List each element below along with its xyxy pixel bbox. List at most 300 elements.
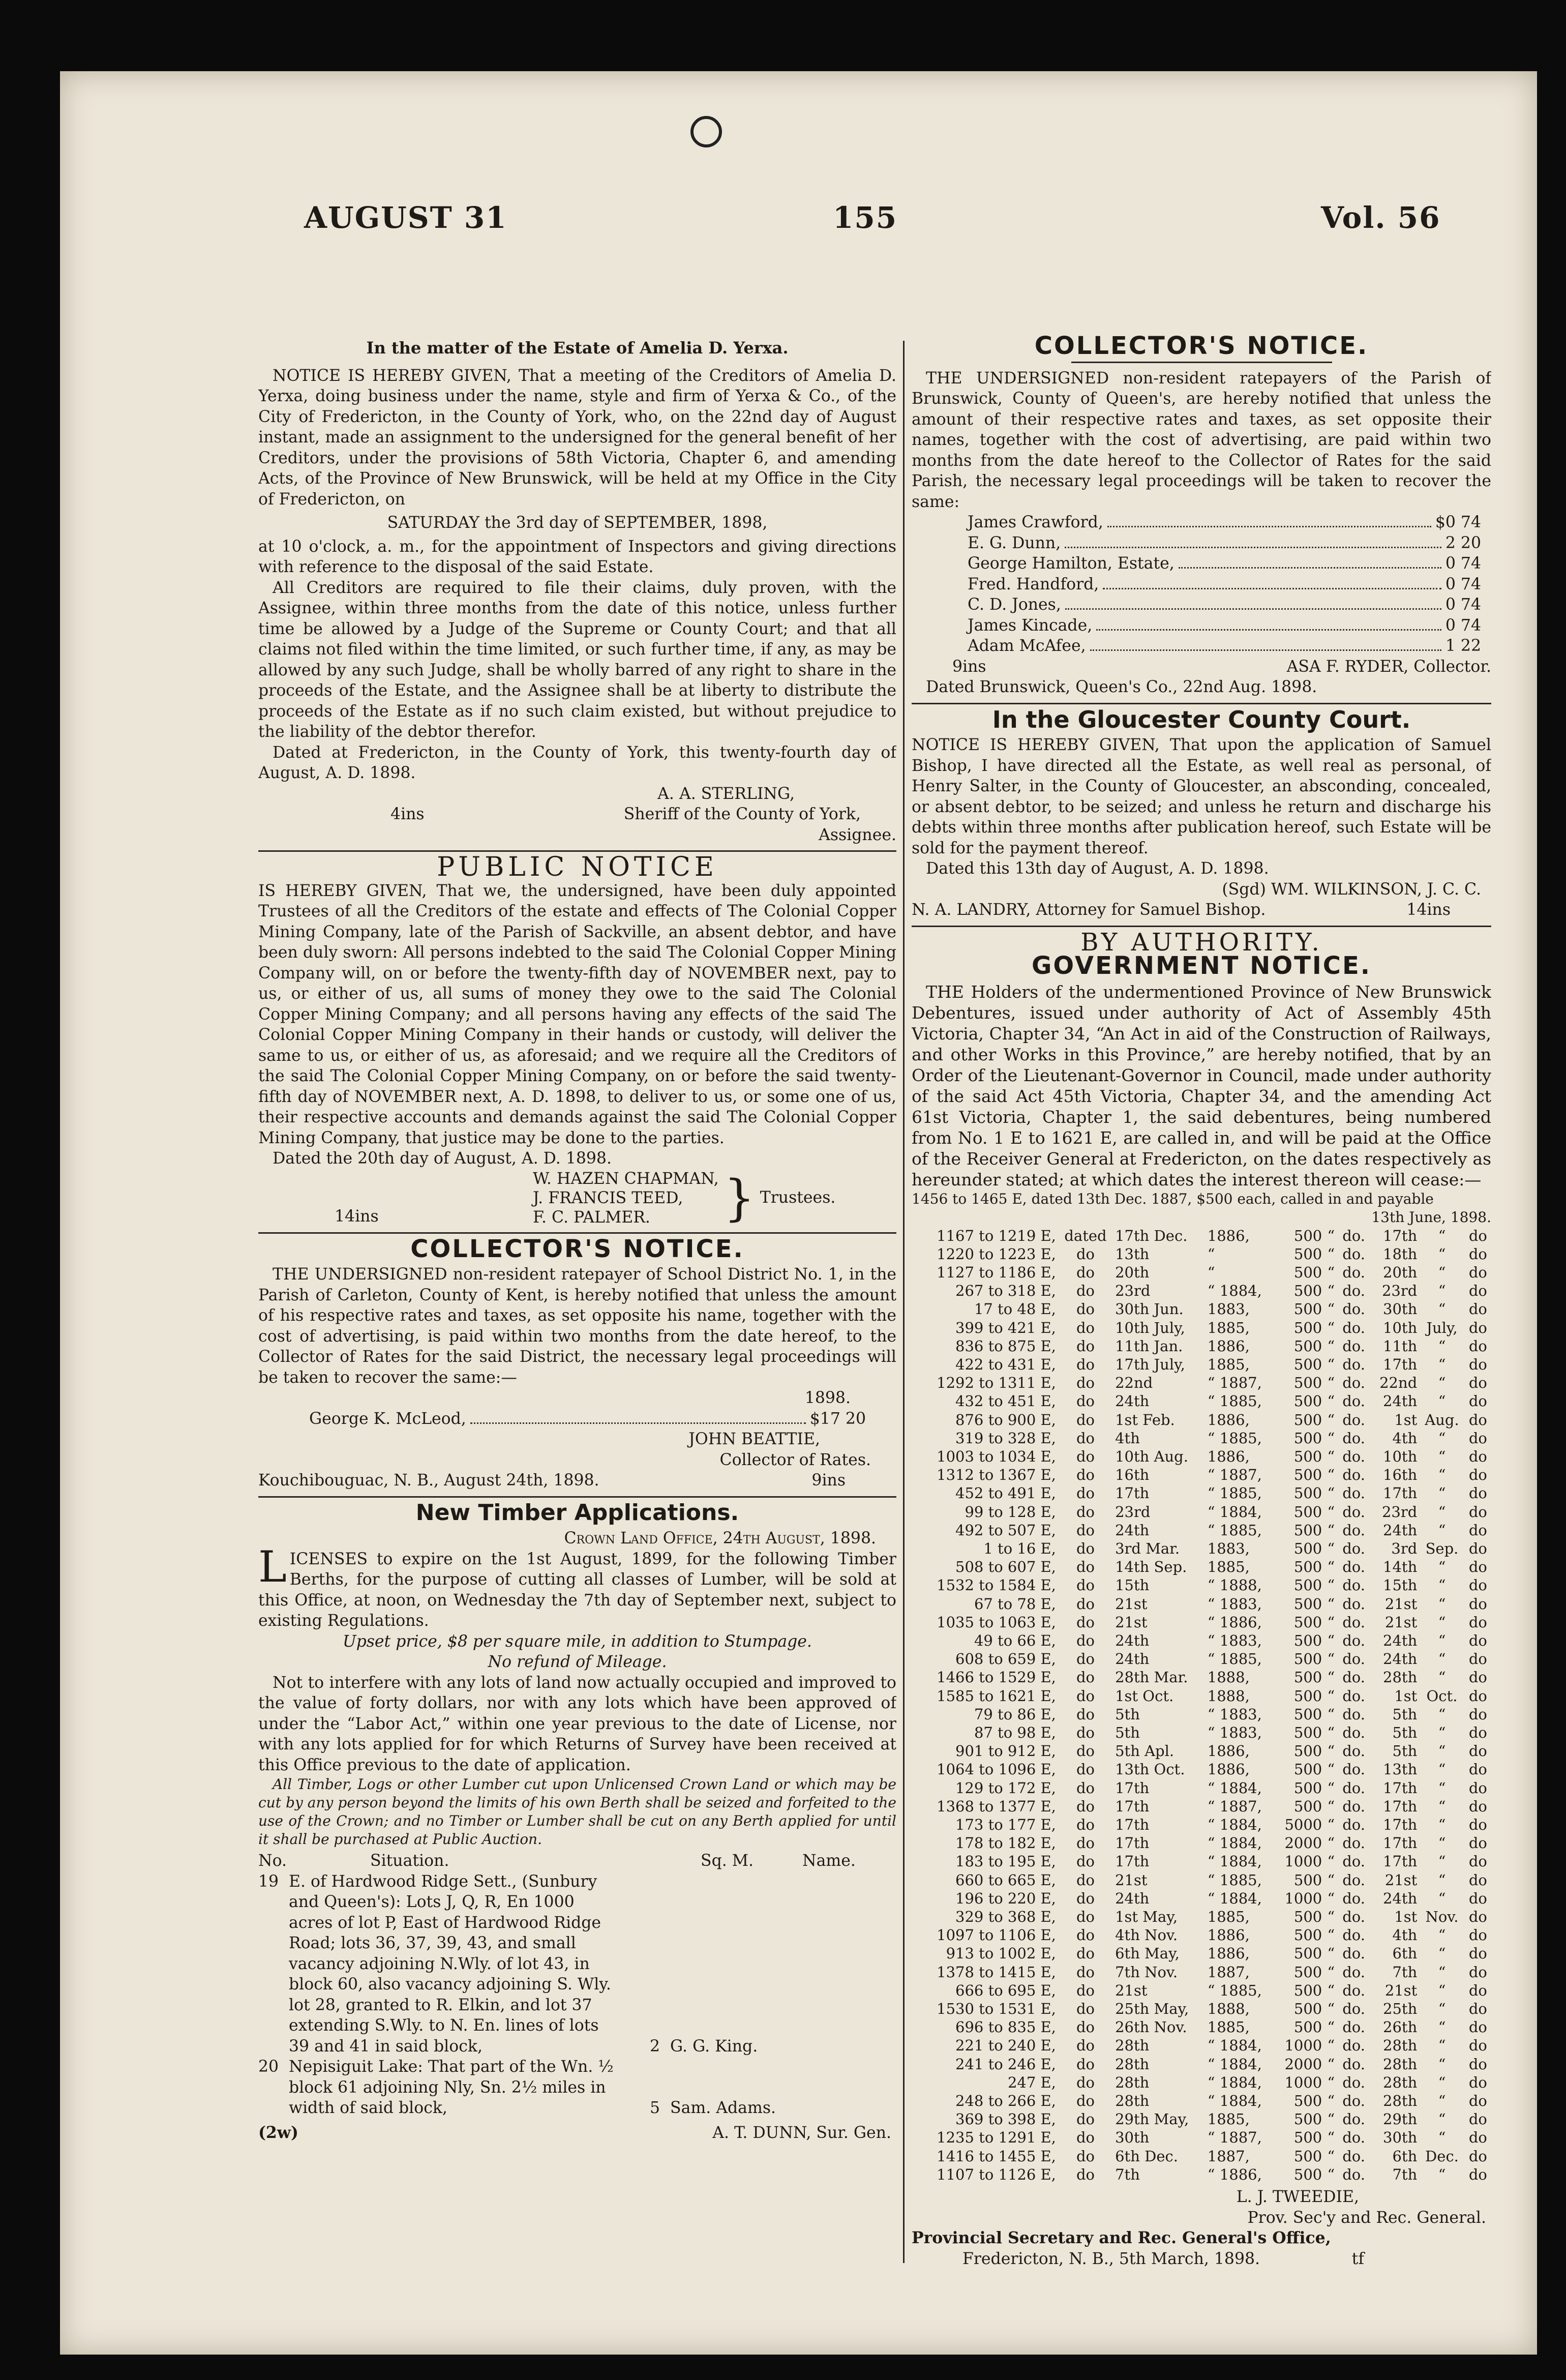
debenture-cell: do [1468, 1650, 1487, 1668]
debenture-cell: “ [1327, 2129, 1335, 2147]
debenture-cell: 17th [1383, 1797, 1418, 1815]
debenture-cell: “ 1885, [1207, 1521, 1262, 1539]
debenture-cell: 17th [1383, 1779, 1418, 1797]
debenture-cell: 20th [1115, 1263, 1150, 1281]
public-notice-body: IS HEREBY GIVEN, That we, the undersigned, have been duly appointed Trustees of all the Creditors of the estate and effects of The Colonial Copper Mining Company, late of the Parish of Sackville, an absent debtor, and have been duly sworn: All persons indebted to the said The Colonial Copper Mining Company will, on or before the twenty-fifth day of NOVEMBER next, pay to us, or either of us, all sums of money they owe to the said The Colonial Copper Mining Company; and all persons having any effects of the said The Colonial Copper Mining Company in their hands or custody, will deliver the same to us, or either of us, as aforesaid; and we require all the Creditors of the said The Colonial Copper Mining Company, on or before the said twenty-fifth day of NOVEMBER next, A. D. 1898, to deliver to us, or some one of us, their respective accounts and demands against the said The Colonial Copper Mining Company, that justice may be done to the parties. [258, 881, 896, 1147]
timber-col-header: No. [258, 1852, 287, 1870]
debenture-row [912, 1539, 1491, 1558]
debenture-cell: 500 [1293, 1963, 1322, 1981]
debenture-cell: do [1468, 1447, 1487, 1465]
debenture-cell: do [1076, 2000, 1095, 2018]
debenture-cell: Sep. [1425, 1539, 1459, 1557]
debenture-cell: 178 to 182 E, [955, 1834, 1056, 1852]
debenture-cell: “ 1885, [1207, 1392, 1262, 1410]
collector-right-body: THE UNDERSIGNED non-resident ratepayers of the Parish of Brunswick, County of Queen's, are hereby notified that unless the amount of their respective rates and taxes, as set opposite their names, together with the cost of advertising, are paid within two months from the date hereof to the Collector of Rates for the said Parish, the necessary legal proceedings will be taken to recover the same: [912, 369, 1491, 511]
debenture-row [912, 2128, 1491, 2147]
column-divider [903, 341, 905, 2263]
debenture-cell: do. [1342, 1595, 1365, 1613]
debenture-cell: do [1468, 2055, 1487, 2073]
debenture-cell: 30th [1383, 1300, 1418, 1318]
debenture-cell: 17th [1383, 1227, 1418, 1244]
debenture-row [912, 1650, 1491, 1668]
debenture-cell: 500 [1293, 1411, 1322, 1429]
debenture-cell: 28th [1115, 2092, 1150, 2110]
debenture-cell: “ [1438, 1337, 1446, 1355]
debenture-cell: 6th May, [1115, 1945, 1180, 1962]
debenture-cell: 1107 to 1126 E, [937, 2165, 1056, 2183]
debenture-cell: do [1468, 1761, 1487, 1778]
timber-office: Crown Land Office, 24th August, 1898. [564, 1529, 876, 1548]
leader-dots [1090, 649, 1441, 651]
debenture-cell: 221 to 240 E, [955, 2037, 1056, 2055]
debenture-row [912, 2147, 1491, 2165]
debenture-cell: “ [1438, 1374, 1446, 1392]
debenture-cell: 22nd [1379, 1374, 1418, 1392]
debenture-cell: 17th [1115, 1853, 1150, 1870]
debenture-cell: do [1468, 1908, 1487, 1926]
debenture-cell: do. [1342, 2000, 1365, 2018]
debenture-cell: 5th [1392, 1705, 1418, 1723]
debenture-cell: 10th July, [1115, 1319, 1185, 1336]
debenture-cell: 4th [1392, 1926, 1418, 1944]
debenture-cell: 500 [1293, 1227, 1322, 1244]
debenture-cell: 67 to 78 E, [974, 1595, 1056, 1613]
debenture-cell: 1888, [1207, 1687, 1250, 1705]
debenture-cell: 25th [1383, 2000, 1418, 2018]
debenture-cell: do [1468, 2018, 1487, 2036]
debenture-cell: do [1076, 1355, 1095, 1373]
debenture-cell: do [1076, 1761, 1095, 1778]
debenture-cell: do. [1342, 2073, 1365, 2091]
header-page-number: 155 [833, 200, 898, 235]
debenture-cell: do [1076, 1650, 1095, 1668]
brace-glyph: } [724, 1169, 755, 1227]
debenture-cell: do [1468, 1558, 1487, 1576]
debenture-row [912, 1282, 1491, 1300]
ratepayer-amount: 0 74 [1445, 554, 1481, 573]
debenture-cell: 129 to 172 E, [955, 1779, 1056, 1797]
debenture-cell: “ [1438, 1669, 1446, 1686]
collector-right-insertions: 9ins [952, 657, 986, 676]
debenture-row [912, 1631, 1491, 1650]
debenture-cell: 1883, [1207, 1300, 1250, 1318]
debenture-cell: do [1468, 1834, 1487, 1852]
estate-notice [258, 338, 896, 845]
ratepayer-name: Adam McAfee, [968, 637, 1086, 655]
debenture-cell: 17th [1383, 1834, 1418, 1852]
debenture-cell: 500 [1293, 1926, 1322, 1944]
debenture-cell: “ [1438, 1227, 1446, 1244]
debenture-cell: do [1468, 1319, 1487, 1336]
debenture-cell: do [1076, 2018, 1095, 2036]
debenture-cell: “ [1327, 1521, 1335, 1539]
debenture-cell: do [1468, 1392, 1487, 1410]
debenture-row [912, 1613, 1491, 1631]
debenture-cell: 24th [1383, 1889, 1418, 1907]
ratepayer-amount: 2 20 [1445, 533, 1481, 552]
debenture-cell: do [1468, 1576, 1487, 1594]
debenture-cell: 87 to 98 E, [974, 1723, 1056, 1741]
debenture-cell: 500 [1293, 1779, 1322, 1797]
leader-dots [1107, 526, 1431, 527]
debenture-cell: 500 [1293, 1429, 1322, 1447]
debenture-cell: 30th Jun. [1115, 1300, 1184, 1318]
berth-name: G. G. King. [670, 2037, 758, 2056]
debenture-cell: 28th [1115, 2055, 1150, 2073]
debenture-cell: 7th [1392, 1963, 1418, 1981]
timber-paragraph-3: All Timber, Logs or other Lumber cut upon Unlicensed Crown Land or which may be cut by any person beyond the limits of his own Berth shall be seized and forfeited to the use of the Crown; and no Timber or Lumber shall be cut on any Berth applied for until it shall be purchased at Public Auction. [258, 1776, 896, 1848]
debenture-cell: “ [1438, 1558, 1446, 1576]
debenture-cell: do [1468, 1245, 1487, 1263]
debenture-row [912, 1852, 1491, 1870]
debenture-cell: 500 [1293, 1319, 1322, 1336]
debenture-cell: 500 [1293, 1650, 1322, 1668]
debenture-cell: do [1468, 1816, 1487, 1833]
debenture-cell: 500 [1293, 1466, 1322, 1484]
debenture-cell: “ [1438, 1484, 1446, 1502]
debenture-cell: “ [1327, 1687, 1335, 1705]
debenture-cell: 4th [1115, 1429, 1140, 1447]
leader-dots [470, 1422, 806, 1424]
debenture-cell: “ 1885, [1207, 1981, 1262, 1999]
debenture-cell: do. [1342, 2129, 1365, 2147]
debenture-cell: “ [1438, 1429, 1446, 1447]
title-underline [1071, 362, 1332, 363]
debenture-cell: do [1076, 1723, 1095, 1741]
header-date: AUGUST 31 [304, 200, 507, 235]
debenture-cell: “ [1438, 1631, 1446, 1649]
debenture-cell: do [1468, 1981, 1487, 1999]
debenture-cell: do. [1342, 1631, 1365, 1649]
debenture-cell: 21st [1115, 1981, 1148, 1999]
debenture-cell: do [1076, 1889, 1095, 1907]
collector-left-signer-role: Collector of Rates. [719, 1450, 871, 1469]
debenture-cell: 901 to 912 E, [955, 1742, 1056, 1760]
debenture-cell: “ [1438, 1355, 1446, 1373]
public-notice-dated: Dated the 20th day of August, A. D. 1898. [273, 1149, 612, 1168]
debenture-cell: 20th [1383, 1263, 1418, 1281]
timber-dropcap: L [258, 1541, 287, 1592]
debenture-cell: “ [1327, 1466, 1335, 1484]
debenture-cell: 432 to 451 E, [955, 1392, 1056, 1410]
debenture-cell: do. [1342, 1853, 1365, 1870]
ratepayer-amount: 0 74 [1445, 616, 1481, 635]
debenture-cell: Dec. [1425, 2147, 1459, 2165]
debenture-cell: 1167 to 1219 E, [937, 1227, 1056, 1244]
debenture-cell: “ [1327, 2092, 1335, 2110]
debenture-cell: 500 [1293, 1521, 1322, 1539]
debenture-cell: 660 to 665 E, [955, 1871, 1056, 1889]
debenture-cell: 500 [1293, 1871, 1322, 1889]
debenture-cell: 500 [1293, 1797, 1322, 1815]
debenture-cell: “ [1327, 1834, 1335, 1852]
debenture-cell: do [1076, 1742, 1095, 1760]
debenture-cell: 500 [1293, 2092, 1322, 2110]
debenture-cell: 500 [1293, 2110, 1322, 2128]
debenture-cell: 183 to 195 E, [955, 1853, 1056, 1870]
debenture-cell: “ 1888, [1207, 1576, 1262, 1594]
debenture-cell: “ 1884, [1207, 1889, 1262, 1907]
debenture-cell: 24th [1115, 1889, 1150, 1907]
debenture-cell: 500 [1293, 2165, 1322, 2183]
debenture-cell: “ [1327, 1411, 1335, 1429]
debenture-cell: 500 [1293, 1392, 1322, 1410]
debenture-cell: 11th [1383, 1337, 1418, 1355]
debenture-cell: do [1076, 1521, 1095, 1539]
debenture-cell: “ [1438, 2073, 1446, 2091]
estate-insertions: 4ins [390, 805, 425, 823]
debenture-cell: “ 1886, [1207, 1613, 1262, 1631]
debenture-row [912, 1595, 1491, 1613]
debenture-cell: 5th [1392, 1742, 1418, 1760]
debenture-cell: 1st Oct. [1115, 1687, 1174, 1705]
left-column [258, 336, 896, 2278]
debenture-cell: 17th [1383, 1484, 1418, 1502]
debenture-cell: Aug. [1425, 1411, 1459, 1429]
debenture-cell: 6th [1392, 1945, 1418, 1962]
debenture-cell: “ [1438, 1945, 1446, 1962]
debenture-cell: 500 [1293, 1723, 1322, 1741]
leader-dots [1096, 629, 1441, 631]
debenture-cell: “ [1438, 2055, 1446, 2073]
debenture-cell: do. [1342, 1705, 1365, 1723]
debenture-cell: 7th Nov. [1115, 1963, 1178, 1981]
debenture-cell: 1885, [1207, 1908, 1250, 1926]
debenture-cell: “ [1327, 1669, 1335, 1686]
debenture-cell: do. [1342, 2165, 1365, 2183]
debenture-cell: 1000 [1284, 2037, 1322, 2055]
debenture-row [912, 1889, 1491, 1908]
debenture-cell: do [1468, 1300, 1487, 1318]
debenture-cell: “ [1327, 1723, 1335, 1741]
debenture-row [912, 1484, 1491, 1502]
debenture-row [912, 1466, 1491, 1484]
debenture-row [912, 1834, 1491, 1852]
debenture-cell: 26th Nov. [1115, 2018, 1187, 2036]
debenture-cell: Nov. [1425, 1908, 1459, 1926]
debenture-cell: “ [1327, 1558, 1335, 1576]
debenture-cell: do [1468, 2037, 1487, 2055]
debenture-cell: do [1076, 1576, 1095, 1594]
debenture-cell: do [1076, 1797, 1095, 1815]
debenture-cell: do [1468, 1282, 1487, 1300]
ratepayer-name: George Hamilton, Estate, [968, 554, 1174, 573]
ratepayer-entry [968, 636, 1481, 657]
public-notice [258, 852, 896, 1227]
ratepayer-name: C. D. Jones, [968, 596, 1061, 614]
debenture-cell: 500 [1293, 1908, 1322, 1926]
debenture-cell: 24th [1115, 1650, 1150, 1668]
debenture-cell: 30th [1383, 2129, 1418, 2147]
ratepayer-name: James Kincade, [968, 616, 1093, 635]
debenture-cell: do. [1342, 1761, 1365, 1778]
debenture-cell: 1886, [1207, 1926, 1250, 1944]
debenture-cell: 16th [1115, 1466, 1150, 1484]
debenture-cell: do [1468, 1521, 1487, 1539]
debenture-cell: 1888, [1207, 1669, 1250, 1686]
timber-berth-row [258, 2057, 896, 2119]
debenture-cell: “ [1327, 1613, 1335, 1631]
estate-paragraph-4: Dated at Fredericton, in the County of York, this twenty-fourth day of August, A. D. 1898. [258, 743, 896, 782]
debenture-cell: 1886, [1207, 1742, 1250, 1760]
debenture-cell: do [1468, 1853, 1487, 1870]
debenture-cell: do [1468, 1613, 1487, 1631]
debenture-cell: do. [1342, 2018, 1365, 2036]
debenture-cell: do. [1342, 1503, 1365, 1521]
debenture-cell: “ [1207, 1263, 1215, 1281]
debenture-cell: 15th [1115, 1576, 1150, 1594]
debenture-cell: 1312 to 1367 E, [937, 1466, 1056, 1484]
debenture-cell: 17th [1383, 1816, 1418, 1833]
debenture-cell: 1292 to 1311 E, [937, 1374, 1056, 1392]
debenture-cell: 17th [1115, 1797, 1150, 1815]
debenture-cell: 21st [1115, 1595, 1148, 1613]
debenture-cell: do [1076, 1319, 1095, 1336]
debenture-cell: 23rd [1115, 1503, 1151, 1521]
debenture-cell: “ 1884, [1207, 2092, 1262, 2110]
debenture-cell: 13th [1383, 1761, 1418, 1778]
debenture-cell: “ [1438, 1613, 1446, 1631]
debenture-cell: 28th [1383, 2092, 1418, 2110]
debenture-cell: do. [1342, 1521, 1365, 1539]
ratepayer-amount: 0 74 [1445, 596, 1481, 614]
estate-title: In the matter of the Estate of Amelia D. Yerxa. [366, 338, 789, 358]
separator-rule [258, 1232, 896, 1234]
debenture-cell: do. [1342, 1227, 1365, 1244]
debenture-cell: “ 1884, [1207, 1503, 1262, 1521]
debenture-cell: 14th Sep. [1115, 1558, 1187, 1576]
debenture-cell: do [1076, 1539, 1095, 1557]
debenture-cell: do. [1342, 1429, 1365, 1447]
debenture-cell: 500 [1293, 1669, 1322, 1686]
debenture-cell: 28th Mar. [1115, 1669, 1188, 1686]
debenture-cell: “ [1327, 1263, 1335, 1281]
debenture-cell: 608 to 659 E, [955, 1650, 1056, 1668]
debenture-cell: “ [1438, 1926, 1446, 1944]
debenture-cell: 1000 [1284, 2073, 1322, 2091]
debenture-cell: 5th Apl. [1115, 1742, 1174, 1760]
debenture-cell: 1888, [1207, 2000, 1250, 2018]
debenture-cell: 913 to 1002 E, [946, 1945, 1056, 1962]
debenture-cell: do [1076, 1834, 1095, 1852]
debenture-cell: “ [1327, 1576, 1335, 1594]
debenture-cell: “ 1884, [1207, 1282, 1262, 1300]
estate-signer-role: Sheriff of the County of York, [623, 805, 861, 823]
debenture-cell: 24th [1383, 1392, 1418, 1410]
debenture-cell: 399 to 421 E, [955, 1319, 1056, 1336]
debenture-cell: “ [1327, 1908, 1335, 1926]
debenture-cell: do [1468, 1945, 1487, 1962]
debenture-cell: 241 to 246 E, [955, 2055, 1056, 2073]
debenture-cell: “ [1327, 1319, 1335, 1336]
debenture-cell: 23rd [1115, 1282, 1151, 1300]
debenture-row [912, 1558, 1491, 1576]
debenture-cell: do [1076, 2129, 1095, 2147]
debenture-cell: 15th [1383, 1576, 1418, 1594]
debenture-cell: “ 1884, [1207, 1779, 1262, 1797]
court-body: NOTICE IS HEREBY GIVEN, That upon the application of Samuel Bishop, I have directed all the Estate, as well real as personal, of Henry Salter, in the County of Gloucester, an absconding, concealed, or absent debtor, to be seized; and unless he return and discharge his debts within three months after publication hereof, such Estate will be sold for the payment thereof. [912, 736, 1491, 857]
debenture-row [912, 1871, 1491, 1889]
debenture-row [912, 1668, 1491, 1686]
debenture-cell: do [1076, 1392, 1095, 1410]
berth-situation: Nepisiguit Lake: That part of the Wn. ½ block 61 adjoining Nly, Sn. 2½ miles in width of said block, [289, 2058, 614, 2117]
debenture-cell: 173 to 177 E, [955, 1816, 1056, 1833]
ratepayer-entry [968, 512, 1481, 533]
government-signer: L. J. TWEEDIE, [1236, 2188, 1359, 2207]
debenture-cell: 500 [1293, 1631, 1322, 1649]
debenture-cell: do [1076, 1558, 1095, 1576]
debenture-cell: 1886, [1207, 1447, 1250, 1465]
debenture-cell: do. [1342, 2110, 1365, 2128]
debenture-cell: 500 [1293, 1742, 1322, 1760]
debenture-cell: 49 to 66 E, [974, 1631, 1056, 1649]
debenture-row [912, 2073, 1491, 2092]
debenture-cell: 1885, [1207, 2018, 1250, 2036]
debenture-cell: do [1468, 2110, 1487, 2128]
debenture-cell: 1887, [1207, 2147, 1250, 2165]
debenture-cell: 500 [1293, 1576, 1322, 1594]
debenture-cell: “ [1327, 2055, 1335, 2073]
court-title: In the Gloucester County Court. [992, 705, 1411, 733]
debenture-cell: 500 [1293, 1447, 1322, 1465]
debenture-cell: “ 1885, [1207, 1429, 1262, 1447]
debenture-row [912, 1963, 1491, 1981]
debenture-cell: do. [1342, 1650, 1365, 1668]
debenture-cell: “ [1438, 1595, 1446, 1613]
government-notice-title: GOVERNMENT NOTICE. [1032, 951, 1371, 980]
debenture-cell: 21st [1384, 1595, 1418, 1613]
timber-col-header: Name. [802, 1852, 856, 1870]
debenture-cell: do. [1342, 1392, 1365, 1410]
debenture-cell: 24th [1115, 1631, 1150, 1649]
debenture-cell: 16th [1383, 1466, 1418, 1484]
debenture-cell: do [1468, 1871, 1487, 1889]
debenture-cell: 492 to 507 E, [955, 1521, 1056, 1539]
debenture-cell: “ [1438, 1466, 1446, 1484]
debenture-cell: “ [1327, 2147, 1335, 2165]
debenture-cell: 29th May, [1115, 2110, 1189, 2128]
debenture-cell: do. [1342, 1411, 1365, 1429]
debenture-row [912, 1447, 1491, 1466]
debenture-cell: 500 [1293, 2018, 1322, 2036]
estate-paragraph-3: All Creditors are required to file their claims, duly proven, with the Assignee, within three months from the date of this notice, unless further time be allowed by a Judge of the Supreme or County Court; and that all claims not filed within the time limited, or such further time, if any, as may be allowed by any such Judge, shall be wholly barred of any right to share in the proceeds of the Estate, and the Assignee shall be at liberty to distribute the proceeds of the Estate as if no such claim existed, but without prejudice to the liability of the debtor therefor. [258, 578, 896, 741]
debenture-row [912, 1723, 1491, 1742]
debenture-cell: do [1076, 1337, 1095, 1355]
debenture-cell: 1378 to 1415 E, [937, 1963, 1056, 1981]
ratepayer-amount: $0 74 [1435, 513, 1481, 531]
debenture-cell: “ 1884, [1207, 2073, 1262, 2091]
debenture-cell: “ [1438, 1779, 1446, 1797]
ratepayer-amount: 1 22 [1445, 637, 1481, 655]
debenture-cell: “ 1885, [1207, 1484, 1262, 1502]
debenture-cell: 500 [1293, 1981, 1322, 1999]
debenture-cell: do [1468, 1595, 1487, 1613]
debenture-cell: do [1468, 1503, 1487, 1521]
debenture-cell: “ [1438, 1245, 1446, 1263]
debenture-cell: “ [1327, 2037, 1335, 2055]
timber-upset-price: Upset price, $8 per square mile, in addition to Stumpage. [343, 1632, 812, 1651]
debenture-cell: 21st [1384, 1981, 1418, 1999]
debenture-cell: do [1076, 1466, 1095, 1484]
debenture-cell: “ [1438, 1834, 1446, 1852]
debenture-cell: do [1076, 1595, 1095, 1613]
debenture-cell: do. [1342, 1466, 1365, 1484]
debenture-cell: 500 [1293, 1374, 1322, 1392]
berth-number: 19 [258, 1872, 279, 1891]
debenture-cell: 30th [1115, 2129, 1150, 2147]
debenture-cell: do. [1342, 1687, 1365, 1705]
debenture-cell: 29th [1383, 2110, 1418, 2128]
